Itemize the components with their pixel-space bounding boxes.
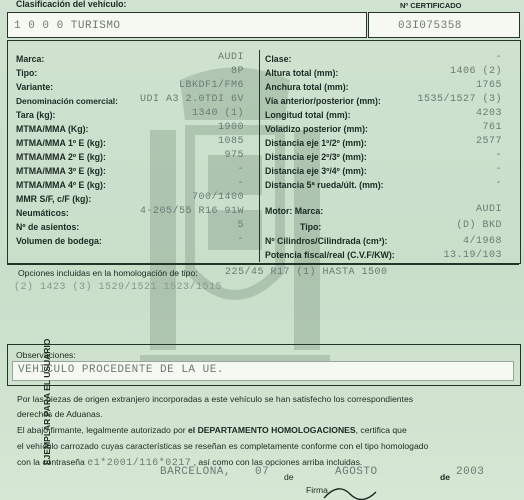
row-value: 700/1400: [191, 192, 244, 203]
row-label: Distancia 5ª rueda/últ. (mm):: [265, 180, 384, 190]
clasificacion-value: 1 0 0 0 TURISMO: [14, 20, 121, 32]
clasificacion-label: Clasificación del vehículo:: [16, 0, 127, 9]
row-value: AUDI: [475, 204, 502, 215]
row-value: 761: [482, 122, 502, 133]
footer-opciones-text: , así como con las opciones arriba incluidas.: [193, 457, 363, 467]
row-value: 975: [224, 150, 244, 161]
table-divider: [259, 50, 260, 262]
footer-p1-line2: derechos de Aduanas.: [17, 409, 103, 419]
row-label: MTMA/MMA 1º E (kg):: [16, 138, 106, 148]
footer-p1-line1: Por las piezas de origen extranjero incorporadas a este vehículo se han satisfecho los correspondientes: [17, 394, 414, 404]
row-label: MTMA/MMA 3º E (kg):: [16, 166, 106, 176]
firma-label: Firma,: [306, 485, 331, 495]
row-label: Altura total (mm):: [265, 68, 339, 78]
opciones-line2: (2) 1423 (3) 1529/1521 1523/1515: [14, 282, 223, 293]
footer-contrasena-label: con la contraseña: [17, 457, 85, 467]
opciones-divider: [7, 264, 519, 265]
row-value: 4-205/55 R16 91W: [139, 206, 244, 217]
row-value: -: [495, 164, 502, 175]
opciones-line1: 225/45 R17 (1) HASTA 1500: [225, 267, 388, 278]
row-value: 1535/1527 (3): [417, 94, 502, 105]
signature-mark: [320, 484, 380, 500]
certificado-value: 03I075358: [398, 20, 462, 32]
row-label: Tara (kg):: [16, 110, 56, 120]
row-value: 13.19/103: [443, 250, 502, 261]
row-value: 4203: [475, 108, 502, 119]
row-label: MTMA/MMA 2º E (kg):: [16, 152, 106, 162]
row-label: Volumen de bodega:: [16, 236, 102, 246]
row-label: Distancia eje 3º/4º (mm):: [265, 166, 367, 176]
row-value: 8P: [230, 66, 244, 77]
row-label: MTMA/MMA 4º E (kg):: [16, 180, 106, 190]
row-label: Nº Cilindros/Cilindrada (cm³):: [265, 236, 388, 246]
footer-p2-line2: el vehículo carrozado cuyas características se reseñan es completamente conforme con el tipo homologado: [17, 441, 429, 451]
row-label: MMR S/F, c/F (kg):: [16, 194, 92, 204]
row-label: Anchura total (mm):: [265, 82, 349, 92]
footer-p2-pre: El abajo firmante, legalmente autorizado por: [17, 425, 186, 435]
row-value: 1085: [217, 136, 244, 147]
row-value: -: [495, 52, 502, 63]
row-value: 1406 (2): [449, 66, 502, 77]
side-copy-label: EJEMPLAR PARA EL USUARIO: [42, 338, 52, 465]
footer-department: el DEPARTAMENTO HOMOLOGACIONES: [188, 425, 356, 435]
row-value: -: [237, 164, 244, 175]
row-value: 4/1968: [462, 236, 502, 247]
row-value: 1340 (1): [191, 108, 244, 119]
row-value: AUDI: [217, 52, 244, 63]
observaciones-label: Observaciones:: [16, 350, 76, 360]
de-label-1: de: [284, 472, 294, 482]
row-label: Motor: Marca:: [265, 206, 324, 216]
row-value: -: [237, 178, 244, 189]
contrasena-value: e1*2001/116*0217: [87, 458, 192, 469]
row-label: Neumáticos:: [16, 208, 69, 218]
row-label: Tipo:: [300, 222, 322, 232]
day-value: 07: [255, 466, 270, 478]
row-value: -: [495, 150, 502, 161]
row-label: Variante:: [16, 82, 54, 92]
certificado-label: Nº CERTIFICADO: [400, 1, 462, 10]
footer-p2-line1: [17, 425, 407, 435]
place-value: BARCELONA,: [160, 466, 232, 478]
row-value: 1900: [217, 122, 244, 133]
row-label: Potencia fiscal/real (C.V.F/KW):: [265, 250, 395, 260]
row-label: Distancia eje 1º/2º (mm):: [265, 138, 367, 148]
row-label: Clase:: [265, 54, 292, 64]
month-value: AGOSTO: [335, 466, 378, 478]
row-label: Voladizo posterior (mm):: [265, 124, 368, 134]
row-value: -: [495, 178, 502, 189]
row-value: UDI A3 2.0TDI 6V: [139, 94, 244, 105]
row-label: Marca:: [16, 54, 45, 64]
row-value: 5: [237, 220, 244, 231]
opciones-label: Opciones incluidas en la homologación de tipo:: [18, 268, 198, 278]
footer-p2-post: , certifica que: [355, 425, 407, 435]
row-label: Denominación comercial:: [16, 96, 118, 106]
row-label: Nº de asientos:: [16, 222, 80, 232]
row-value: 2577: [475, 136, 502, 147]
row-value: LBKDF1/FM6: [178, 80, 244, 91]
observaciones-value: VEHICULO PROCEDENTE DE LA UE.: [18, 364, 224, 376]
de-label-2: de: [440, 472, 451, 482]
year-value: 2003: [456, 466, 485, 478]
row-label: Distancia eje 2º/3º (mm):: [265, 152, 367, 162]
row-value: -: [237, 234, 244, 245]
row-label: Tipo:: [16, 68, 38, 78]
row-label: MTMA/MMA (Kg):: [16, 124, 89, 134]
row-value: (D) BKD: [456, 220, 502, 231]
row-label: Longitud total (mm):: [265, 110, 351, 120]
row-label: Vía anterior/posterior (mm):: [265, 96, 381, 106]
row-value: 1765: [475, 80, 502, 91]
